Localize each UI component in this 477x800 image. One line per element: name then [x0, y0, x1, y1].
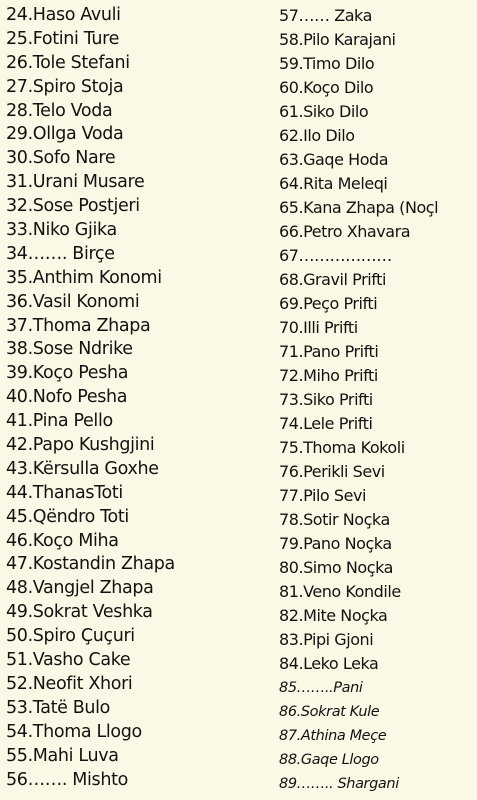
list-item: 61.Siko Dilo: [279, 102, 369, 121]
list-item: 56……. Mishto: [6, 769, 128, 790]
list-item: 51.Vasho Cake: [6, 650, 131, 671]
list-item: 36.Vasil Konomi: [6, 291, 140, 312]
list-item: 85……..Pani: [279, 680, 363, 696]
list-item: 38.Sose Ndrike: [6, 339, 133, 360]
list-item: 69.Peço Prifti: [279, 294, 378, 313]
list-item: 48.Vangjel Zhapa: [6, 578, 154, 599]
names-list-left-column: [6, 4, 261, 792]
list-item: 49.Sokrat Veshka: [6, 602, 153, 623]
list-item: 74.Lele Prifti: [279, 414, 373, 433]
names-list-right-column: [279, 4, 477, 796]
list-item: 33.Niko Gjika: [6, 220, 117, 241]
list-item: 54.Thoma Llogo: [6, 721, 142, 742]
list-item: 83.Pipi Gjoni: [279, 630, 374, 649]
list-item: 84.Leko Leka: [279, 654, 379, 673]
list-item: 79.Pano Noçka: [279, 534, 392, 553]
list-item: 78.Sotir Noçka: [279, 510, 390, 529]
list-item: 55.Mahi Luva: [6, 745, 119, 766]
list-item: 60.Koço Dilo: [279, 78, 374, 97]
list-item: 71.Pano Prifti: [279, 342, 379, 361]
list-item: 73.Siko Prifti: [279, 390, 373, 409]
list-item: 25.Fotini Ture: [6, 28, 120, 49]
list-item: 30.Sofo Nare: [6, 148, 116, 169]
list-item: 87.Athina Meçe: [279, 728, 387, 744]
list-item: 65.Kana Zhapa (Noçl: [279, 198, 439, 217]
list-item: 42.Papo Kushgjini: [6, 435, 155, 456]
list-item: 81.Veno Kondile: [279, 582, 401, 601]
list-item: 62.Ilo Dilo: [279, 126, 355, 145]
list-item: 37.Thoma Zhapa: [6, 315, 151, 336]
list-item: 53.Tatë Bulo: [6, 697, 111, 718]
list-item: 44.ThanasToti: [6, 482, 123, 503]
list-item: 70.Illi Prifti: [279, 318, 358, 337]
list-item: 75.Thoma Kokoli: [279, 438, 405, 457]
list-item: 31.Urani Musare: [6, 172, 145, 193]
list-item: 26.Tole Stefani: [6, 52, 130, 73]
list-item: 50.Spiro Çuçuri: [6, 626, 135, 647]
list-item: 35.Anthim Konomi: [6, 267, 162, 288]
list-item: 77.Pilo Sevi: [279, 486, 367, 505]
list-item: 28.Telo Voda: [6, 100, 113, 121]
list-item: 34……. Birçe: [6, 243, 115, 264]
list-item: 59.Timo Dilo: [279, 54, 375, 73]
list-item: 29.Ollga Voda: [6, 124, 124, 145]
list-item: 46.Koço Miha: [6, 530, 119, 551]
list-item: 80.Simo Noçka: [279, 558, 394, 577]
list-item: 66.Petro Xhavara: [279, 222, 411, 241]
list-item: 67………………: [279, 246, 392, 265]
list-item: 32.Sose Postjeri: [6, 196, 140, 217]
list-item: 43.Kërsulla Goxhe: [6, 458, 159, 479]
list-item: 45.Qëndro Toti: [6, 506, 129, 527]
list-item: 58.Pilo Karajani: [279, 30, 396, 49]
list-item: 64.Rita Meleqi: [279, 174, 388, 193]
list-item: 72.Miho Prifti: [279, 366, 378, 385]
list-item: 27.Spiro Stoja: [6, 76, 124, 97]
list-item: 88.Gaqe Llogo: [279, 752, 379, 768]
list-item: 63.Gaqe Hoda: [279, 150, 389, 169]
list-item: 24.Haso Avuli: [6, 5, 121, 25]
list-item: 52.Neofit Xhori: [6, 673, 133, 694]
list-item: 76.Perikli Sevi: [279, 462, 385, 481]
list-item: 89…….. Shargani: [279, 776, 399, 792]
list-item: 82.Mite Noçka: [279, 606, 388, 625]
list-item: 47.Kostandin Zhapa: [6, 554, 175, 575]
list-item: 68.Gravil Prifti: [279, 270, 386, 289]
list-item: 41.Pina Pello: [6, 411, 113, 432]
list-item: 86.Sokrat Kule: [279, 704, 380, 720]
list-item: 40.Nofo Pesha: [6, 387, 128, 408]
list-item: 39.Koço Pesha: [6, 363, 129, 384]
list-item: 57…… Zaka: [279, 6, 372, 25]
